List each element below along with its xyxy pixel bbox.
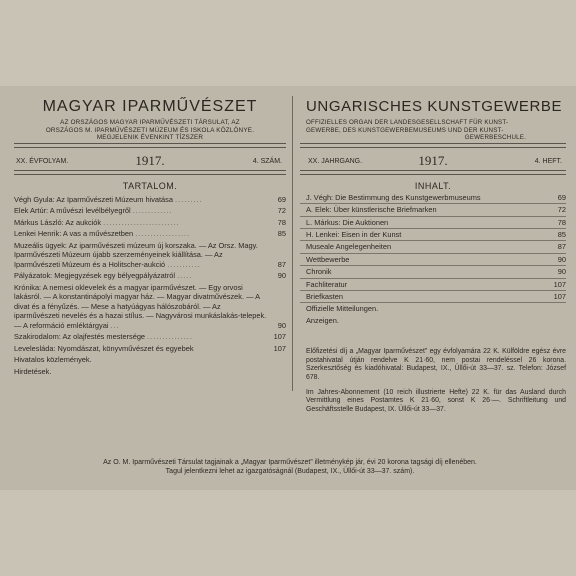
year-label: 1917. — [135, 152, 165, 168]
german-subtitle — [300, 119, 566, 142]
toc-entry[interactable]: Anzeigen. — [306, 315, 339, 325]
rule — [14, 170, 286, 175]
hungarian-column — [14, 86, 286, 378]
rule — [300, 170, 566, 175]
subtitle-line: ORSZÁGOS M. IPARMŰVÉSZETI MÚZEUM ÉS ISKOLA KÖZLÖNYE. — [45, 126, 255, 134]
subscription-notice-de: Im Jahres-Abonnement (10 reich illustrierte Hefte) 22 K. für das Ausland durch Vermittlung eines Postamtes K 21·60, sonst K 26·—. Schriftleitung und Geschäftsstelle Budapest, IX. Üllői-út 33—37. — [306, 388, 566, 413]
subtitle-line: AZ ORSZÁGOS MAGYAR IPARMŰVÉSZETI TÁRSULAT, AZ — [60, 119, 240, 126]
toc-heading: INHALT. — [414, 180, 452, 191]
hungarian-subtitle — [14, 119, 286, 142]
subtitle-line: MEGJELENIK ÉVENKINT TÍZSZER — [96, 134, 204, 142]
toc-entry[interactable]: Szakirodalom: Az olajfestés mestersége ............... 107 — [14, 332, 286, 342]
issue-info — [300, 153, 566, 169]
contents-page — [0, 86, 576, 490]
subscription-notice-hu: Előfizetési díj a „Magyar Iparművészet” egy évfolyamára 22 K. Külföldre egész évre postahivatal útján rendelve K 21·60, nem postai rendeléssel 26 korona. Szerkesztőség és kiadóhivatal: Budapest, IX., Üllői-út 33—37. sz. Telefon: József 678. — [306, 348, 566, 382]
toc-entry[interactable]: Pályázatok: Megjegyzések egy bélyegpályázatról ..... 90 — [14, 271, 286, 281]
volume-label: XX. ÉVFOLYAM. — [16, 157, 69, 165]
toc-entry[interactable]: A. Elek: Über künstlerische Briefmarken 72 — [300, 204, 566, 216]
toc-entry[interactable]: Krónika: A nemesi oklevelek és a magyar iparművészet. — Egy orvosi lakásról. — A konstantinápolyi magyar ház. — Magyar divatművészek. — A divat és a fényűzés. — Mese a hatyúágyas hálószobáról. — Az iparművészeti nevelés és a hazai stílus. — Nagyvárosi munkáslakás-telepek. — A reformáció emléktárgyai ... 90 — [14, 282, 286, 330]
toc-entry[interactable]: L. Márkus: Die Auktionen 78 — [300, 217, 566, 229]
issue-number: 4. HEFT. — [534, 157, 562, 165]
toc-entry[interactable]: Végh Gyula: Az Iparművészeti Múzeum hivatása ......... 69 — [14, 194, 286, 204]
subtitle-line: GEWERBESCHULE. — [464, 134, 526, 142]
membership-footer — [14, 458, 566, 476]
volume-label: XX. JAHRGANG. — [308, 157, 363, 165]
toc-entry[interactable]: Hivatalos közlemények. — [14, 355, 92, 365]
toc-entry[interactable]: Wettbewerbe 90 — [300, 254, 566, 266]
toc-entry[interactable]: H. Lenkei: Eisen in der Kunst 85 — [300, 229, 566, 241]
toc-entry[interactable]: Briefkasten 107 — [300, 291, 566, 303]
issue-info — [14, 153, 286, 169]
toc-entry[interactable]: Lenkei Henrik: A vas a művészetben .................. 85 — [14, 229, 286, 239]
hungarian-toc — [14, 195, 286, 377]
toc-heading: TARTALOM. — [122, 180, 178, 191]
toc-entry[interactable]: Elek Artúr: A művészi levélbélyegről ............. 72 — [14, 206, 286, 216]
german-toc — [300, 192, 566, 326]
toc-entry[interactable]: Levelesláda: Nyomdászat, könyvművészet és egyebek 107 — [14, 343, 286, 353]
subtitle-line: GEWERBE, DES KUNSTGEWERBEMUSEUMS UND DER KUNST- — [306, 126, 504, 134]
footer-line: Tagul jelentkezni lehet az igazgatóságnál (Budapest, IX., Üllői-út 33—37. szám). — [165, 468, 415, 475]
year-label: 1917. — [418, 152, 448, 168]
column-divider — [292, 96, 293, 391]
rule — [14, 143, 286, 148]
german-column — [300, 86, 566, 414]
issue-number: 4. SZÁM. — [252, 157, 282, 165]
rule — [300, 143, 566, 148]
toc-entry[interactable]: J. Végh: Die Bestimmung des Kunstgewerbmuseums 69 — [300, 192, 566, 204]
toc-entry[interactable]: Fachliteratur 107 — [300, 279, 566, 291]
toc-entry[interactable]: Hirdetések. — [14, 366, 52, 376]
toc-entry[interactable]: Márkus László: Az aukciók ......................... 78 — [14, 217, 286, 227]
german-title: UNGARISCHES KUNSTGEWERBE — [306, 98, 563, 115]
toc-entry[interactable]: Chronik 90 — [300, 266, 566, 278]
toc-entry[interactable]: Muzeális ügyek: Az iparművészeti múzeum új korszaka. — Az Orsz. Magy. Iparművészeti Múzeum újabb szerzeményeinek kiállítása. — Az Iparművészeti Múzeum és a Holitscher-aukció ........... 87 — [14, 240, 286, 269]
footer-line: Az O. M. Iparművészeti Társulat tagjainak a „Magyar Iparművészet” illetménykép jár, évi 20 korona tagsági díj ellenében. — [103, 459, 477, 466]
toc-entry[interactable]: Offizielle Mitteilungen. — [306, 304, 379, 314]
hungarian-title: MAGYAR IPARMŰVÉSZET — [42, 98, 258, 115]
subtitle-line: OFFIZIELLES ORGAN DER LANDESGESELLSCHAFT FÜR KUNST- — [306, 119, 509, 126]
toc-entry[interactable]: Museale Angelegenheiten 87 — [300, 241, 566, 253]
